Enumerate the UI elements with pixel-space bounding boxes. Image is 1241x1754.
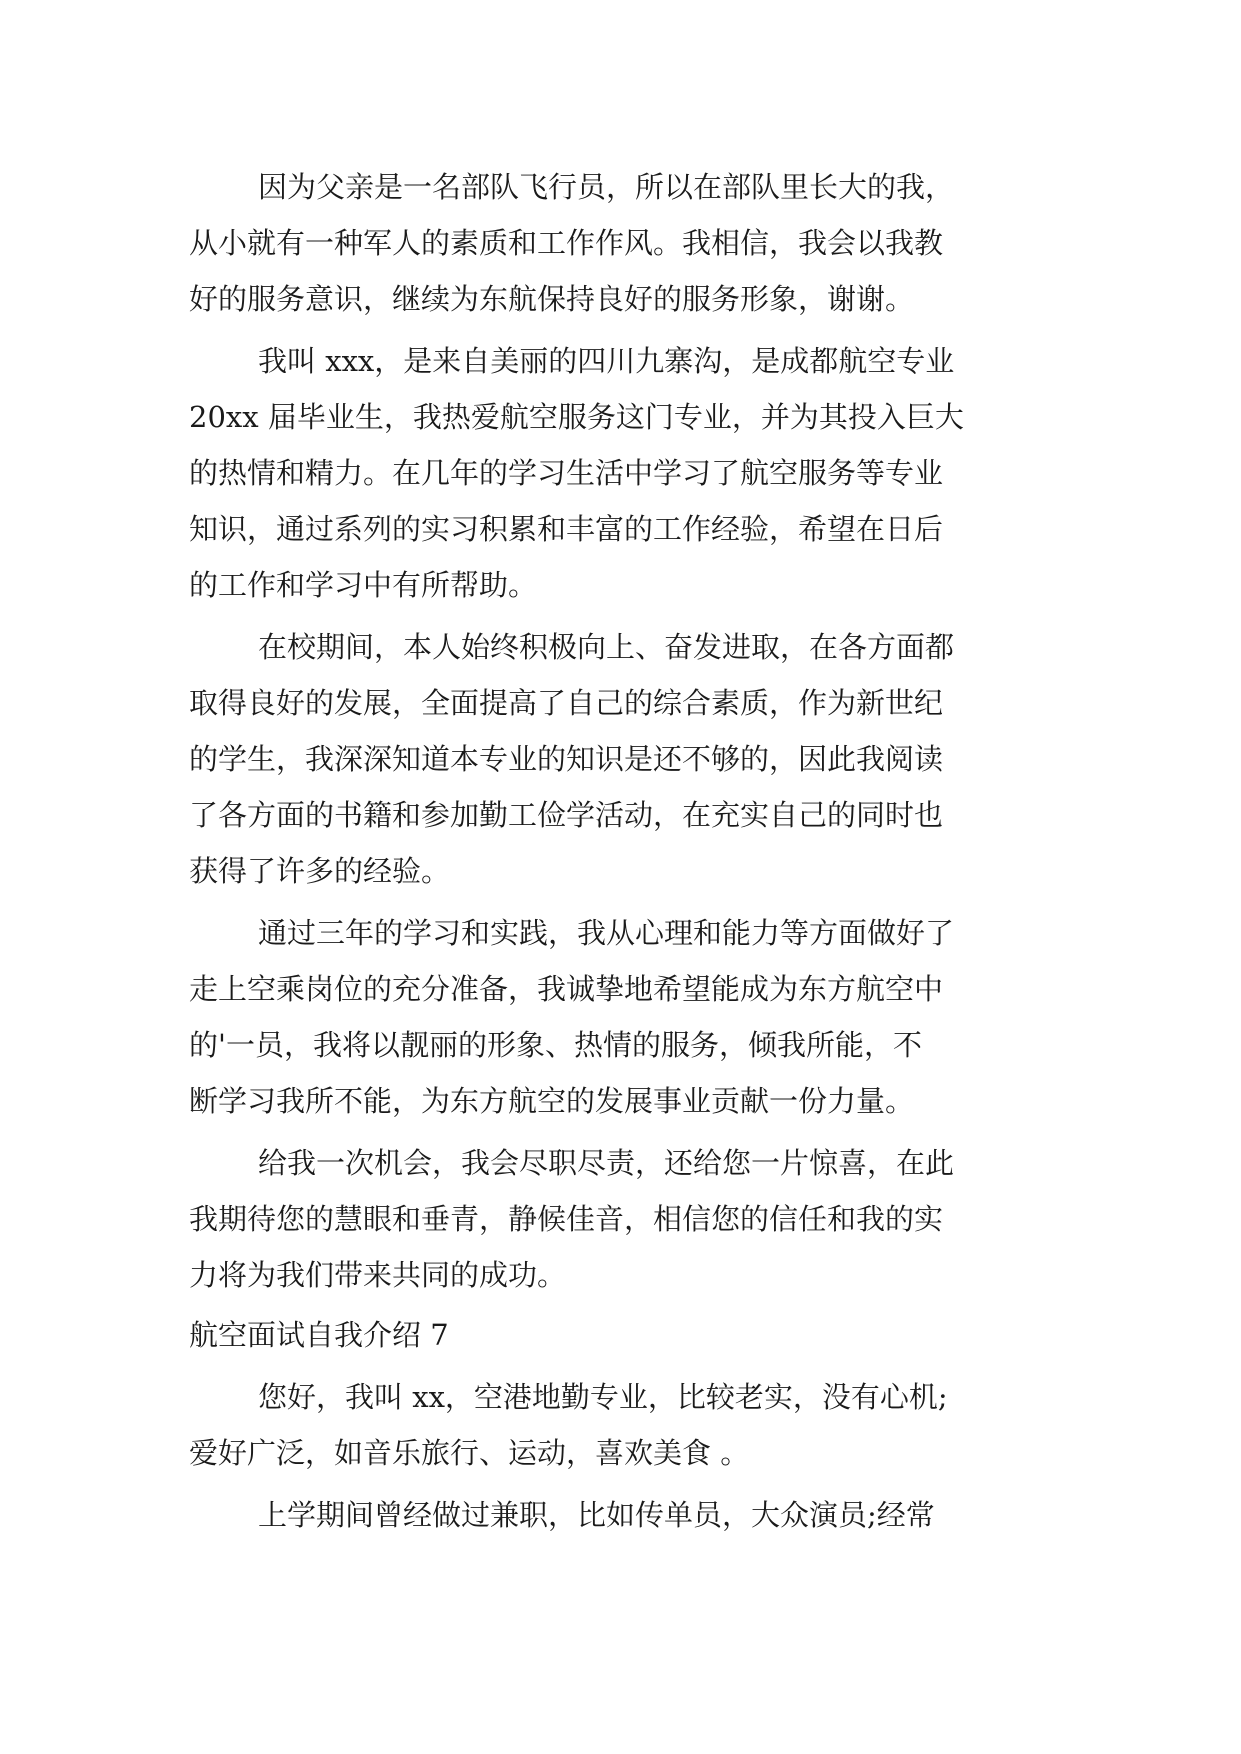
paragraph-line: 走上空乘岗位的充分准备，我诚挚地希望能成为东方航空中 [189,972,944,1006]
paragraph-line: 通过三年的学习和实践，我从心理和能力等方面做好了 [258,916,955,950]
paragraph-line: 的'一员，我将以靓丽的形象、热情的服务，倾我所能，不 [189,1028,922,1062]
paragraph-line: 断学习我所不能，为东方航空的发展事业贡献一份力量。 [189,1084,915,1118]
paragraph-line: 力将为我们带来共同的成功。 [189,1258,567,1292]
paragraph-line: 20xx 届毕业生，我热爱航空服务这门专业，并为其投入巨大 [189,400,964,434]
paragraph-line: 我叫 xxx，是来自美丽的四川九寨沟，是成都航空专业 [258,344,955,378]
paragraph-line: 的热情和精力。在几年的学习生活中学习了航空服务等专业 [189,456,944,490]
paragraph-line: 取得良好的发展，全面提高了自己的综合素质，作为新世纪 [189,686,944,720]
paragraph-line: 您好，我叫 xx，空港地勤专业，比较老实，没有心机; [258,1380,948,1414]
paragraph-line: 爱好广泛，如音乐旅行、运动，喜欢美食 。 [189,1436,750,1470]
paragraph-line: 从小就有一种军人的素质和工作作风。我相信，我会以我教 [189,226,944,260]
section-heading: 航空面试自我介绍 7 [189,1318,449,1352]
paragraph-line: 我期待您的慧眼和垂青，静候佳音，相信您的信任和我的实 [189,1202,944,1236]
paragraph-line: 的工作和学习中有所帮助。 [189,568,538,602]
paragraph-line: 因为父亲是一名部队飞行员，所以在部队里长大的我， [258,170,955,204]
paragraph-line: 上学期间曾经做过兼职，比如传单员，大众演员;经常 [258,1498,935,1532]
paragraph-line: 在校期间，本人始终积极向上、奋发进取，在各方面都 [258,630,955,664]
paragraph-line: 给我一次机会，我会尽职尽责，还给您一片惊喜，在此 [258,1146,955,1180]
paragraph-line: 知识，通过系列的实习积累和丰富的工作经验，希望在日后 [189,512,944,546]
paragraph-line: 获得了许多的经验。 [189,854,451,888]
paragraph-line: 的学生，我深深知道本专业的知识是还不够的，因此我阅读 [189,742,944,776]
paragraph-line: 好的服务意识，继续为东航保持良好的服务形象，谢谢。 [189,282,915,316]
paragraph-line: 了各方面的书籍和参加勤工俭学活动，在充实自己的同时也 [189,798,944,832]
